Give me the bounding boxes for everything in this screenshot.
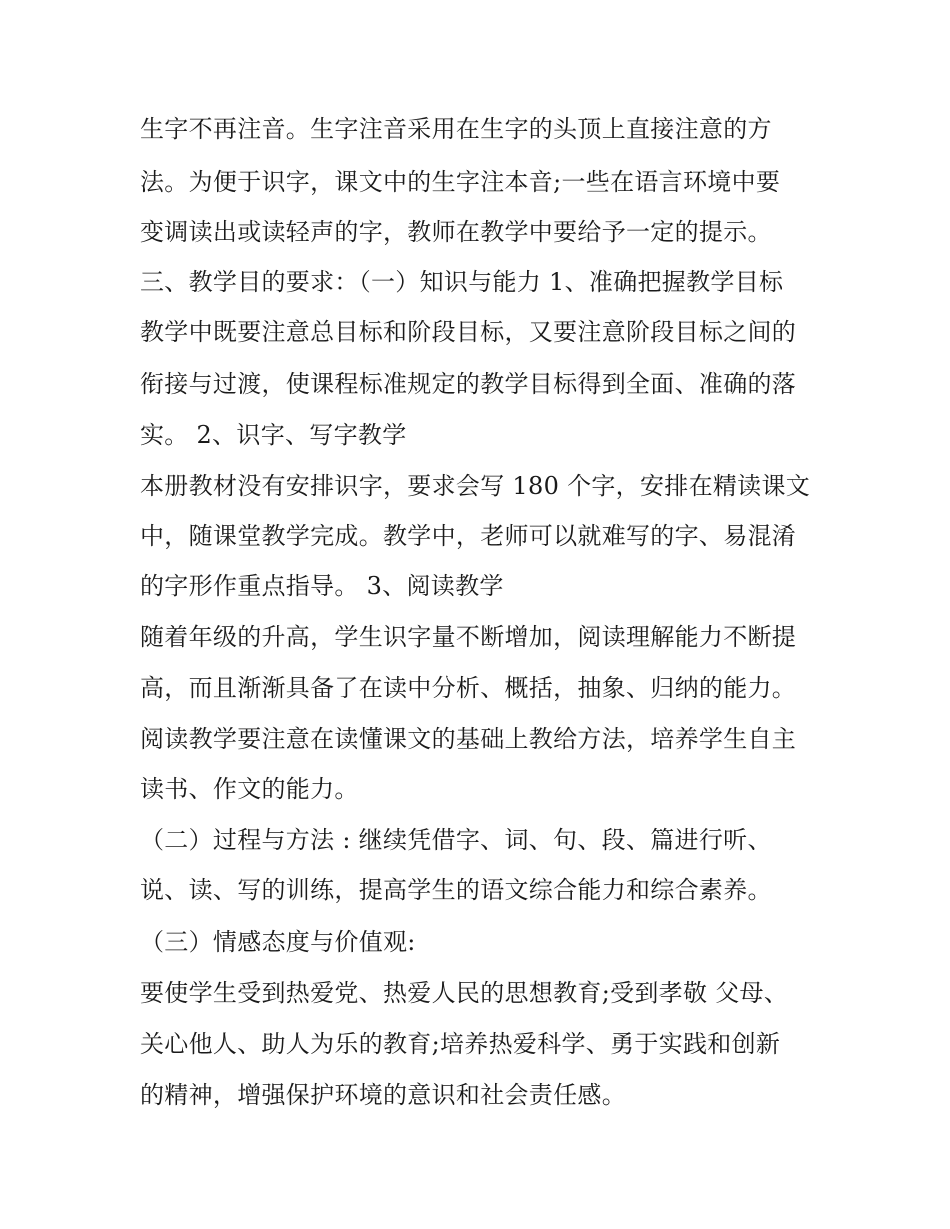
text-line: 本册教材没有安排识字，要求会写 180 个字，安排在精读课文 — [140, 472, 811, 500]
text-line: 说、读、写的训练，提高学生的语文综合能力和综合素养。 — [140, 876, 772, 904]
text-line: 随着年级的升高，学生识字量不断增加，阅读理解能力不断提 — [140, 623, 797, 651]
text-line: 实。 2、识字、写字教学 — [140, 421, 407, 449]
text-line: 的字形作重点指导。 3、阅读教学 — [140, 572, 504, 600]
text-line: 高，而且渐渐具备了在读中分析、概括，抽象、归纳的能力。 — [140, 674, 797, 702]
text-line: 中，随课堂教学完成。教学中，老师可以就难写的字、易混淆 — [140, 522, 797, 550]
text-line: 关心他人、助人为乐的教育;培养热爱科学、勇于实践和创新 — [140, 1030, 781, 1058]
text-line: 变调读出或读轻声的字，教师在教学中要给予一定的提示。 — [140, 218, 772, 246]
text-line: 三、教学目的要求：（一）知识与能力 1、准确把握教学目标 — [140, 268, 784, 296]
text-line: 要使学生受到热爱党、热爱人民的思想教育;受到孝敬 父母、 — [140, 979, 789, 1007]
text-line: 阅读教学要注意在读懂课文的基础上教给方法，培养学生自主 — [140, 725, 797, 753]
text-line: 教学中既要注意总目标和阶段目标，又要注意阶段目标之间的 — [140, 318, 797, 346]
text-line: （二）过程与方法 : 继续凭借字、词、句、段、篇进行听、 — [140, 826, 772, 854]
text-line: （三）情感态度与价值观: — [140, 928, 416, 956]
text-line: 法。为便于识字，课文中的生字注本音;一些在语言环境中要 — [140, 168, 781, 196]
text-line: 衔接与过渡，使课程标准规定的教学目标得到全面、准确的落 — [140, 370, 797, 398]
text-line: 生字不再注音。生字注音采用在生字的头顶上直接注意的方 — [140, 115, 772, 143]
text-line: 的精神，增强保护环境的意识和社会责任感。 — [140, 1081, 626, 1109]
text-line: 读书、作文的能力。 — [140, 775, 359, 803]
